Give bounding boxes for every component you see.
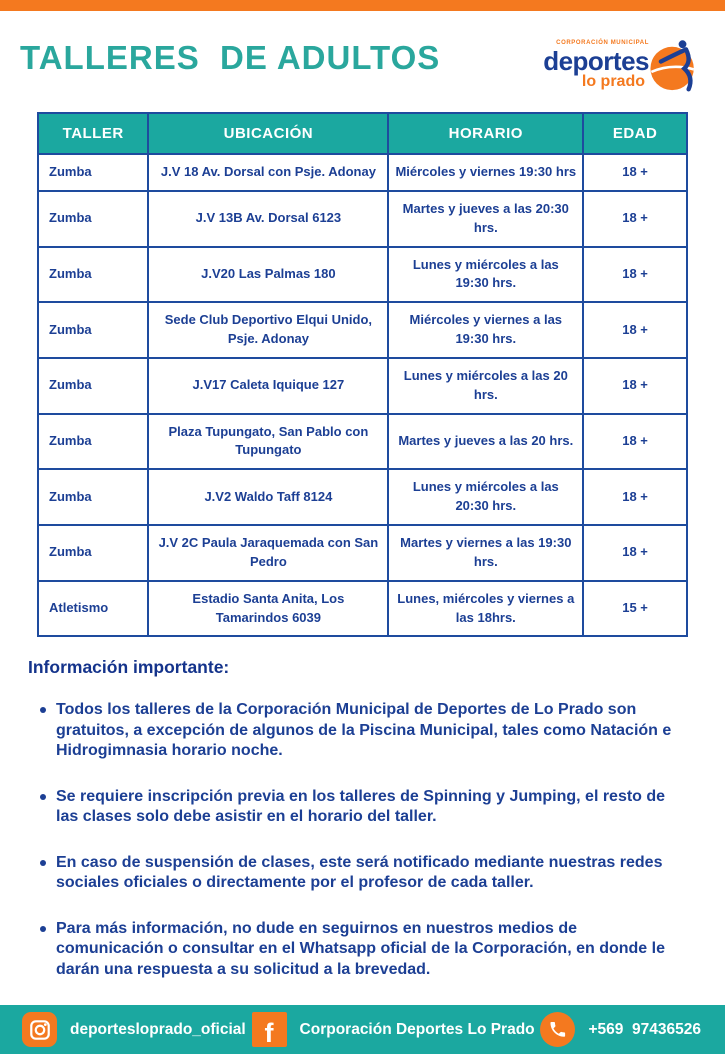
cell-taller: Zumba [38, 525, 148, 581]
cell-ubicacion: Estadio Santa Anita, Los Tamarindos 6039 [148, 581, 388, 637]
footer-phone [540, 1012, 701, 1047]
logo-text [543, 40, 649, 90]
important-info-heading: Información importante: [28, 657, 230, 678]
cell-taller: Zumba [38, 414, 148, 470]
table-row [38, 302, 687, 358]
footer-bar [0, 1005, 725, 1054]
cell-ubicacion: J.V 2C Paula Jaraquemada con San Pedro [148, 525, 388, 581]
column-header-taller: TALLER [38, 113, 148, 154]
cell-ubicacion: Plaza Tupungato, San Pablo con Tupungato [148, 414, 388, 470]
instagram-icon [22, 1012, 57, 1047]
table-row [38, 414, 687, 470]
cell-ubicacion: J.V 13B Av. Dorsal 6123 [148, 191, 388, 247]
cell-horario: Lunes y miércoles a las 19:30 hrs. [388, 247, 583, 303]
table-row [38, 469, 687, 525]
cell-horario: Martes y jueves a las 20 hrs. [388, 414, 583, 470]
footer-facebook [252, 1012, 535, 1047]
page-title: TALLERES DE ADULTOS [20, 39, 441, 76]
cell-taller: Zumba [38, 358, 148, 414]
bullet-dot [40, 860, 46, 866]
deportes-lo-prado-logo [543, 31, 707, 98]
talleres-table [37, 112, 688, 637]
info-bullet-text: En caso de suspensión de clases, este será notificado mediante nuestras redes sociales oficiales o directamente por el profesor de cada taller. [56, 853, 663, 892]
cell-edad: 18 + [583, 302, 687, 358]
table-row [38, 154, 687, 191]
cell-edad: 18 + [583, 469, 687, 525]
important-info-list [28, 700, 697, 980]
cell-edad: 18 + [583, 191, 687, 247]
column-header-horario: HORARIO [388, 113, 583, 154]
info-bullet-text: Se requiere inscripción previa en los talleres de Spinning y Jumping, el resto de las clases solo debe asistir en el horario del taller. [56, 787, 666, 826]
cell-ubicacion: J.V17 Caleta Iquique 127 [148, 358, 388, 414]
info-bullet-text: Todos los talleres de la Corporación Municipal de Deportes de Lo Prado son gratuitos, a excepción de algunos de la Piscina Municipal, tales como Natación e Hidrogimnasia horario noche. [56, 701, 672, 760]
cell-edad: 18 + [583, 247, 687, 303]
table-header-row [38, 113, 687, 154]
cell-horario: Martes y viernes a las 19:30 hrs. [388, 525, 583, 581]
cell-taller: Zumba [38, 154, 148, 191]
bullet-dot [40, 794, 46, 800]
cell-edad: 18 + [583, 525, 687, 581]
cell-edad: 18 + [583, 154, 687, 191]
table-row [38, 191, 687, 247]
cell-edad: 15 + [583, 581, 687, 637]
table-row [38, 581, 687, 637]
talleres-table-container [0, 112, 725, 637]
table-row [38, 358, 687, 414]
cell-edad: 18 + [583, 414, 687, 470]
table-row [38, 525, 687, 581]
cell-ubicacion: Sede Club Deportivo Elqui Unido, Psje. Adonay [148, 302, 388, 358]
info-bullet-text: Para más información, no dude en seguirnos en nuestros medios de comunicación o consultar en el Whatsapp oficial de la Corporación, en donde le darán una respuesta a su solicitud a la brevedad. [56, 919, 665, 978]
cell-taller: Atletismo [38, 581, 148, 637]
logo-lo-prado-wordmark: lo prado [581, 72, 645, 90]
logo-deportes-wordmark: deportes [543, 45, 649, 76]
logo-ball-icon [647, 37, 699, 98]
phone-number: +569 97436526 [588, 1020, 701, 1038]
cell-taller: Zumba [38, 191, 148, 247]
cell-ubicacion: J.V2 Waldo Taff 8124 [148, 469, 388, 525]
cell-horario: Lunes y miércoles a las 20 hrs. [388, 358, 583, 414]
facebook-icon: f [252, 1012, 287, 1047]
cell-horario: Miércoles y viernes a las 19:30 hrs. [388, 302, 583, 358]
cell-taller: Zumba [38, 302, 148, 358]
bullet-dot [40, 707, 46, 713]
table-row [38, 247, 687, 303]
cell-ubicacion: J.V 18 Av. Dorsal con Psje. Adonay [148, 154, 388, 191]
cell-horario: Lunes, miércoles y viernes a las 18hrs. [388, 581, 583, 637]
phone-icon [540, 1012, 575, 1047]
cell-horario: Miércoles y viernes 19:30 hrs [388, 154, 583, 191]
facebook-name: Corporación Deportes Lo Prado [299, 1020, 535, 1038]
cell-ubicacion: J.V20 Las Palmas 180 [148, 247, 388, 303]
info-bullet [28, 919, 683, 980]
instagram-handle: deporteslopradо_oficial [70, 1020, 246, 1038]
cell-taller: Zumba [38, 247, 148, 303]
footer-instagram [22, 1012, 246, 1047]
column-header-ubicacion: UBICACIÓN [148, 113, 388, 154]
important-info-section [0, 637, 725, 1005]
cell-edad: 18 + [583, 358, 687, 414]
info-bullet [28, 787, 683, 828]
info-bullet [28, 853, 683, 894]
cell-horario: Lunes y miércoles a las 20:30 hrs. [388, 469, 583, 525]
logo-corporacion-line: CORPORACIÓN MUNICIPAL [556, 39, 649, 46]
cell-horario: Martes y jueves a las 20:30 hrs. [388, 191, 583, 247]
top-accent-bar [0, 0, 725, 11]
info-bullet [28, 700, 683, 761]
bullet-dot [40, 926, 46, 932]
column-header-edad: EDAD [583, 113, 687, 154]
cell-taller: Zumba [38, 469, 148, 525]
page-header [0, 11, 725, 112]
